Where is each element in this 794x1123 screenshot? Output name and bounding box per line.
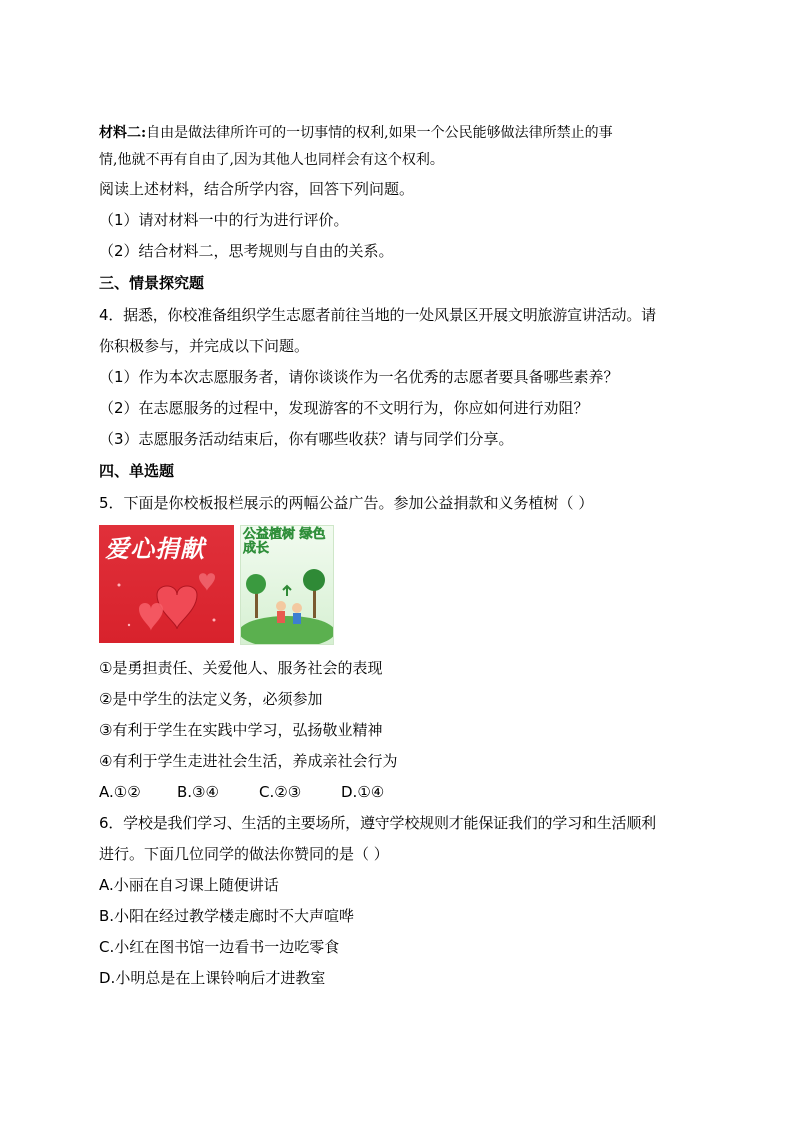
- charity-donation-image-title: 爱心捐献: [105, 535, 205, 563]
- trees-icon: [241, 526, 333, 644]
- charity-donation-image: [99, 525, 234, 643]
- q5-stem: 5．下面是你校板报栏展示的两幅公益广告。参加公益捐款和义务植树（ ）: [99, 494, 594, 512]
- q6-option-d[interactable]: D.小明总是在上课铃响后才进教室: [99, 969, 326, 987]
- q4-line2: 你积极参与，并完成以下问题。: [99, 337, 310, 355]
- q5-statement-2: ②是中学生的法定义务，必须参加: [99, 690, 323, 708]
- q5-option-a[interactable]: A.①②: [99, 783, 141, 801]
- q5-option-d[interactable]: D.①④: [341, 783, 385, 801]
- q6-option-a[interactable]: A.小丽在自习课上随便讲话: [99, 876, 279, 894]
- q3-sub-1: （1）请对材料一中的行为进行评价。: [99, 211, 349, 229]
- q5-statement-3: ③有利于学生在实践中学习，弘扬敬业精神: [99, 721, 383, 739]
- q6-option-c[interactable]: C.小红在图书馆一边看书一边吃零食: [99, 938, 340, 956]
- hearts-icon: [99, 525, 234, 643]
- instruction: 阅读上述材料，结合所学内容，回答下列问题。: [99, 180, 415, 198]
- q5-images: [99, 525, 699, 645]
- q4-sub-1: （1）作为本次志愿服务者，请你谈谈作为一名优秀的志愿者要具备哪些素养？: [99, 368, 619, 386]
- section-heading-4: 四、单选题: [99, 462, 175, 480]
- q5-option-c[interactable]: C.②③: [259, 783, 302, 801]
- q6-line1: 6．学校是我们学习、生活的主要场所，遵守学校规则才能保证我们的学习和生活顺利: [99, 814, 656, 832]
- section-heading-3: 三、情景探究题: [99, 274, 205, 292]
- q6-option-b[interactable]: B.小阳在经过教学楼走廊时不大声喧哗: [99, 907, 355, 925]
- tree-planting-image: [240, 525, 334, 645]
- q4-sub-2: （2）在志愿服务的过程中，发现游客的不文明行为，你应如何进行劝阻？: [99, 399, 589, 417]
- q4-sub-3: （3）志愿服务活动结束后，你有哪些收获？请与同学们分享。: [99, 430, 514, 448]
- tree-planting-image-title: 公益植树 绿色成长: [243, 527, 326, 556]
- q3-sub-2: （2）结合材料二，思考规则与自由的关系。: [99, 242, 394, 260]
- material2-line1: 材料二:自由是做法律所许可的一切事情的权利,如果一个公民能够做法律所禁止的事: [99, 125, 613, 141]
- q5-options: [99, 777, 699, 808]
- q5-statement-1: ①是勇担责任、关爱他人、服务社会的表现: [99, 659, 383, 677]
- material2-label: 材料二:: [99, 125, 147, 141]
- q6-line2: 进行。下面几位同学的做法你赞同的是（ ）: [99, 845, 389, 863]
- document-page: [99, 120, 699, 994]
- q4-line1: 4．据悉，你校准备组织学生志愿者前往当地的一处风景区开展文明旅游宣讲活动。请: [99, 306, 656, 324]
- q5-option-b[interactable]: B.③④: [177, 783, 219, 801]
- q5-statement-4: ④有利于学生走进社会生活，养成亲社会行为: [99, 752, 398, 770]
- material2-line2: 情,他就不再有自由了,因为其他人也同样会有这个权利。: [99, 152, 444, 168]
